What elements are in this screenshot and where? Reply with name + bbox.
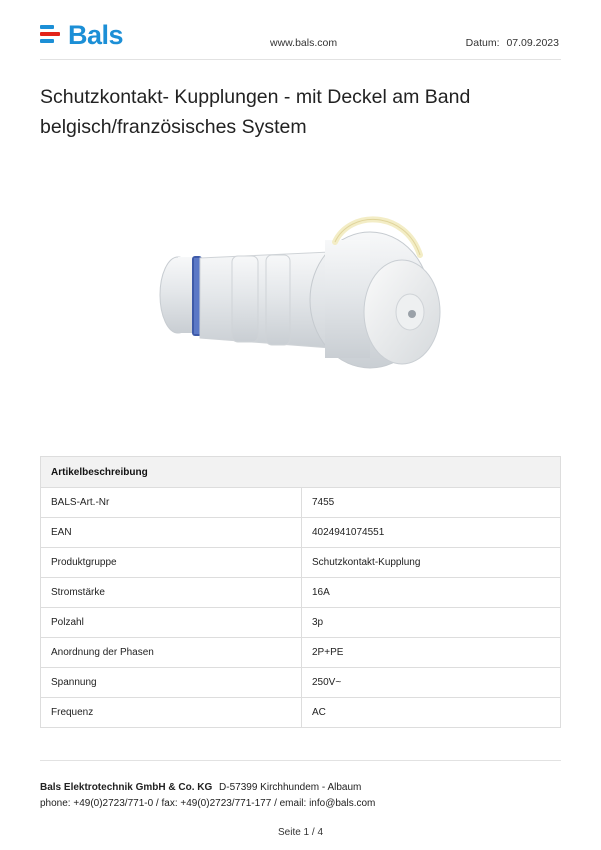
table-row bbox=[41, 488, 561, 518]
row-value: 4024941074551 bbox=[302, 518, 561, 548]
contact-info: phone: +49(0)2723/771-0 / fax: +49(0)2723/771-177 / email: info@bals.com bbox=[40, 798, 376, 809]
website-link[interactable]: www.bals.com bbox=[270, 37, 338, 49]
table-row bbox=[41, 698, 561, 728]
page-title bbox=[40, 82, 560, 142]
logo-text: Bals bbox=[68, 20, 124, 50]
header-divider bbox=[40, 59, 561, 60]
date-info bbox=[466, 37, 559, 49]
spec-table-heading: Artikelbeschreibung bbox=[41, 457, 561, 488]
table-row bbox=[41, 638, 561, 668]
table-row bbox=[41, 578, 561, 608]
product-image bbox=[140, 200, 460, 400]
row-value: 3p bbox=[302, 608, 561, 638]
page-number: Seite 1 / 4 bbox=[277, 827, 324, 838]
footer-divider bbox=[40, 760, 561, 761]
spec-table-header bbox=[41, 457, 561, 488]
title-line-2: belgisch/französisches System bbox=[40, 116, 307, 138]
coupler-illustration bbox=[140, 200, 460, 400]
row-label: Spannung bbox=[41, 668, 302, 698]
page-header bbox=[0, 0, 601, 60]
date-label: Datum: bbox=[465, 37, 500, 49]
row-label: Anordnung der Phasen bbox=[41, 638, 302, 668]
table-row bbox=[41, 608, 561, 638]
row-value: Schutzkontakt-Kupplung bbox=[302, 548, 561, 578]
table-row bbox=[41, 668, 561, 698]
row-label: Stromstärke bbox=[41, 578, 302, 608]
row-label: EAN bbox=[41, 518, 302, 548]
row-value: 2P+PE bbox=[302, 638, 561, 668]
row-value: 7455 bbox=[302, 488, 561, 518]
row-value: 16A bbox=[302, 578, 561, 608]
row-label: Polzahl bbox=[41, 608, 302, 638]
row-label: Produktgruppe bbox=[41, 548, 302, 578]
date-value: 07.09.2023 bbox=[506, 37, 559, 49]
title-line-1: Schutzkontakt- Kupplungen - mit Deckel am Band bbox=[40, 86, 471, 108]
row-value: AC bbox=[302, 698, 561, 728]
table-row bbox=[41, 518, 561, 548]
row-label: Frequenz bbox=[41, 698, 302, 728]
footer-company-line bbox=[40, 780, 375, 796]
spec-table bbox=[40, 456, 561, 728]
company-name: Bals Elektrotechnik GmbH & Co. KG bbox=[40, 782, 213, 793]
row-value: 250V~ bbox=[302, 668, 561, 698]
page-footer bbox=[40, 780, 375, 812]
company-address: D-57399 Kirchhundem - Albaum bbox=[219, 782, 362, 793]
bals-logo[interactable] bbox=[40, 22, 123, 48]
table-row bbox=[41, 548, 561, 578]
logo-bars-icon bbox=[40, 23, 64, 47]
row-label: BALS-Art.-Nr bbox=[41, 488, 302, 518]
